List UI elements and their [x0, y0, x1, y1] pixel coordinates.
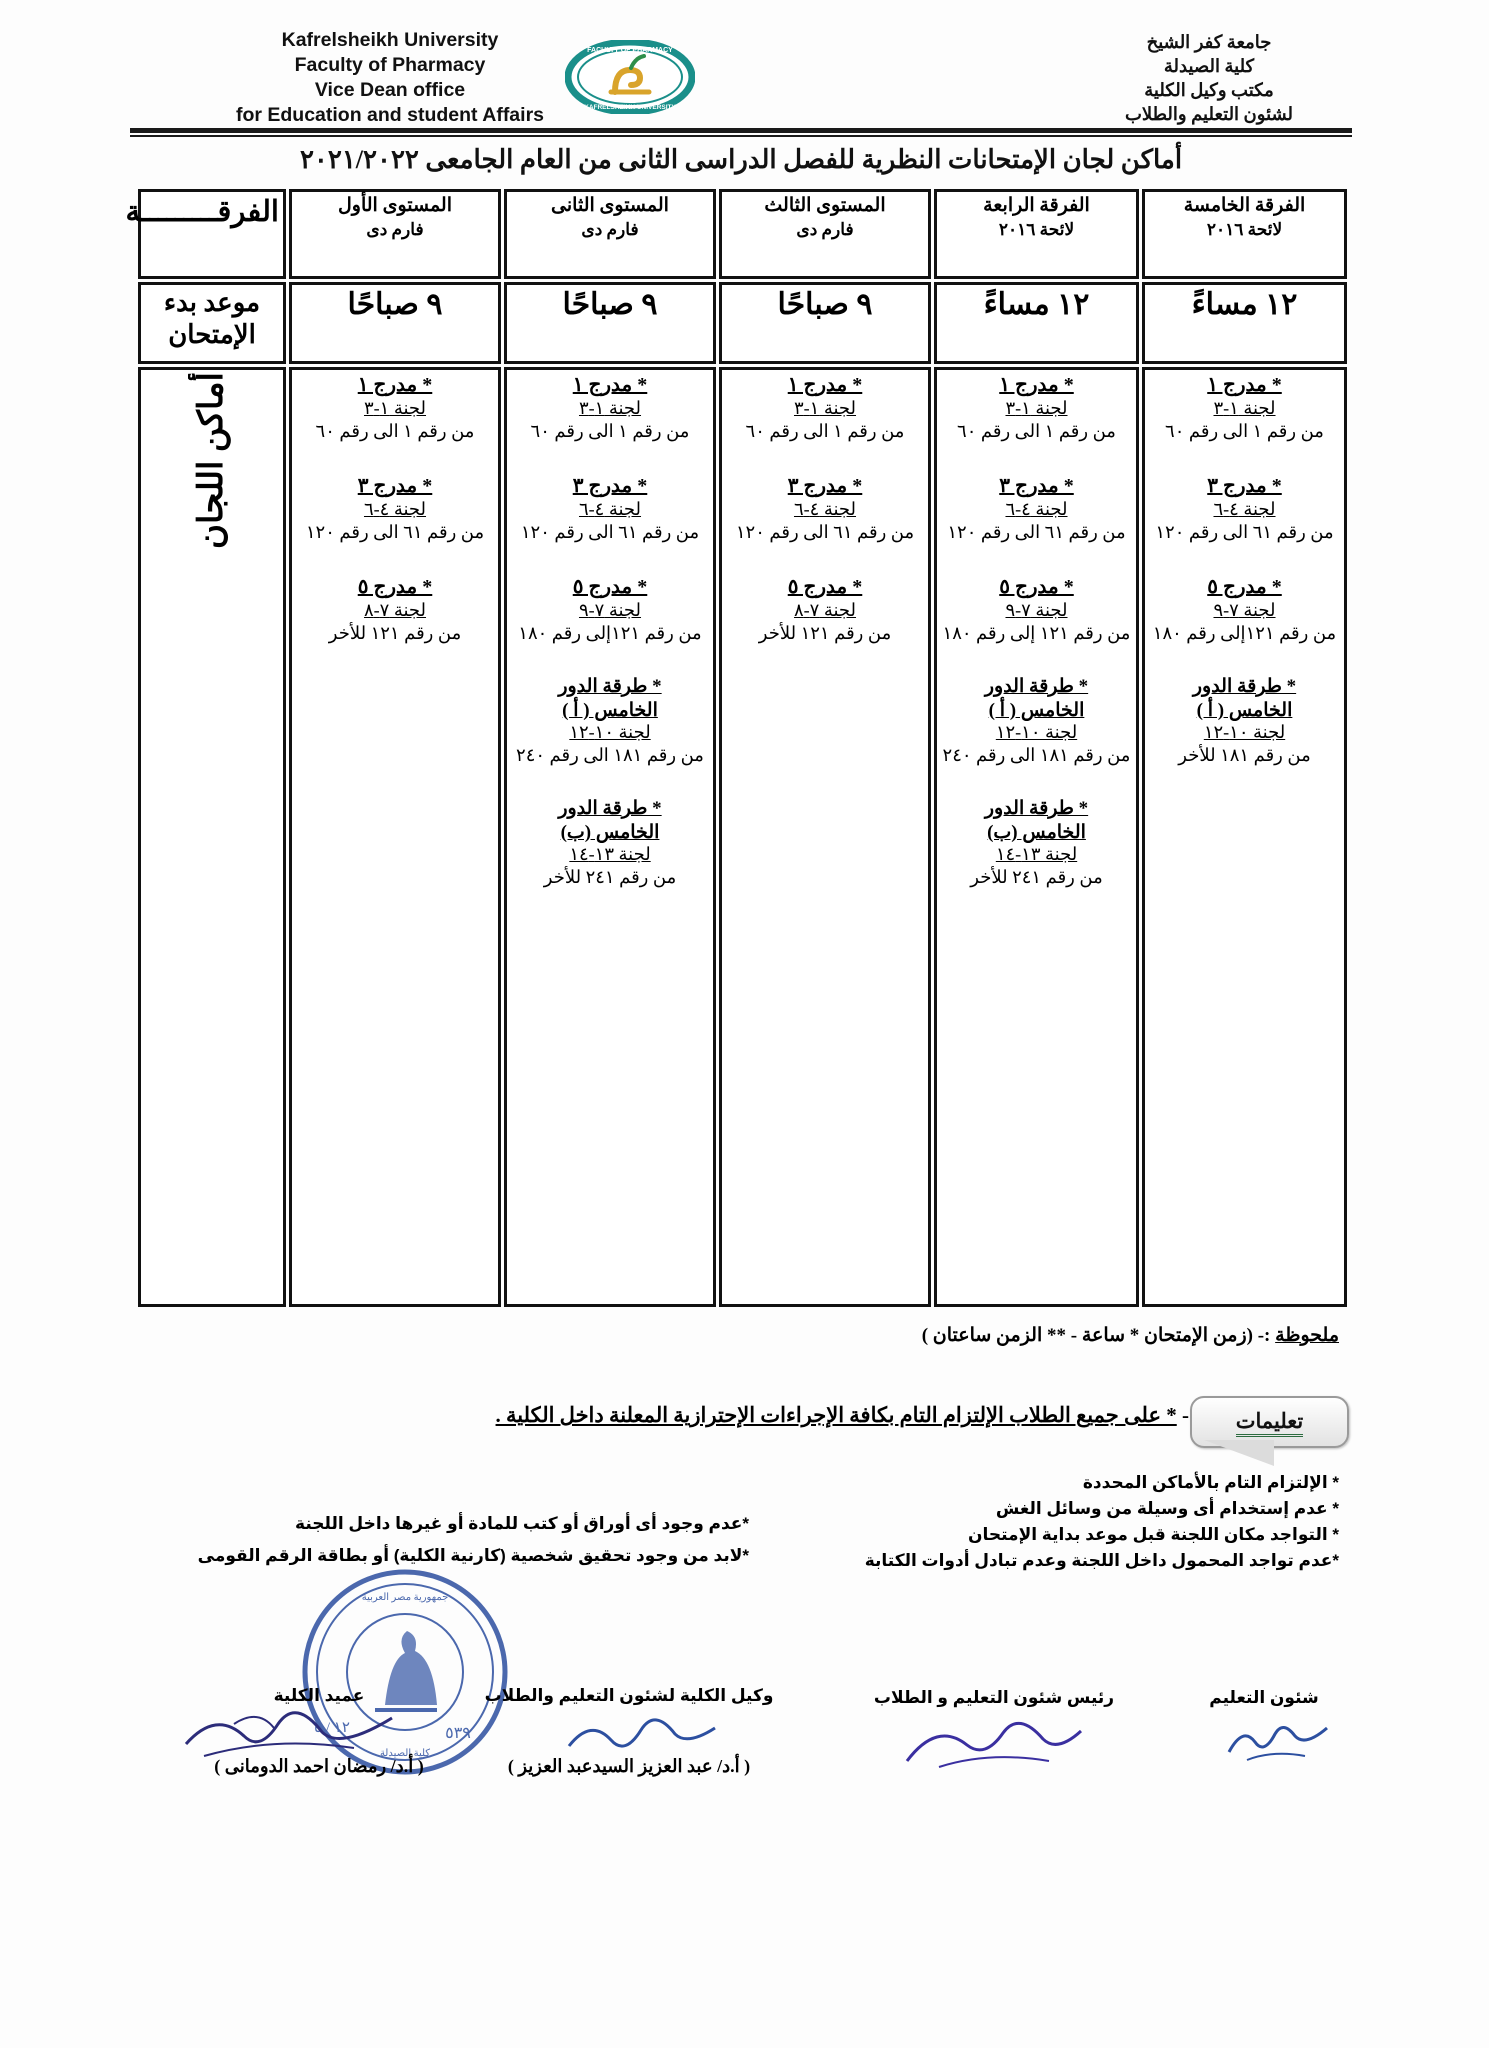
- seat-range: من رقم ١ الى رقم ٦٠: [1165, 421, 1324, 441]
- cell-year4: [934, 367, 1139, 1307]
- seat-range: من رقم ١٢١ للأخر: [758, 623, 892, 643]
- committee-range: لجنة ٧-٩: [1005, 600, 1068, 620]
- table-body-row: [138, 367, 1347, 1307]
- instruction-item: * الإلتزام التام بالأماكن المحددة: [1082, 1473, 1339, 1492]
- signature-mark-head-education-students: [899, 1715, 1089, 1775]
- hall-name: * مدرج ٣: [787, 475, 863, 497]
- hall-block: [941, 574, 1132, 645]
- committee-range: لجنة ٧-٨: [363, 600, 427, 620]
- committee-range: لجنة ١-٣: [1213, 398, 1276, 418]
- hall-block: [296, 372, 494, 443]
- row-label-places: أماكن اللجان: [193, 372, 230, 549]
- svg-text:جمهورية مصر العربية: جمهورية مصر العربية: [361, 1592, 449, 1603]
- hall-name-line2: الخامس ( أ ): [562, 700, 658, 721]
- instructions-main-line: [229, 1400, 1189, 1430]
- signature-mark-dean: [174, 1700, 404, 1770]
- svg-text:١٢ / ٥: ١٢ / ٥: [314, 1720, 350, 1736]
- committee-range: لجنة ٤-٦: [1005, 499, 1068, 519]
- hall-name: * مدرج ٥: [999, 576, 1074, 598]
- hall-block: [1149, 372, 1340, 443]
- instruction-item: *عدم تواجد المحمول داخل اللجنة وعدم تبادل أدوات الكتابة: [864, 1551, 1339, 1570]
- signature-role: عميد الكلية: [273, 1686, 365, 1705]
- hall-block: [941, 473, 1132, 544]
- header-divider-thin: [130, 135, 1352, 137]
- note-label: ملحوظة: [1275, 1325, 1339, 1346]
- committee-range: لجنة ١٣-١٤: [995, 844, 1078, 864]
- header-english-block: [175, 28, 605, 128]
- svg-text:KAFRELSHEIKH UNIVERSITY: KAFRELSHEIKH UNIVERSITY: [584, 104, 676, 111]
- committee-range: لجنة ١٠-١٢: [569, 722, 651, 742]
- committee-range: لجنة ١-٣: [363, 398, 427, 418]
- faculty-of-pharmacy-logo: [565, 40, 695, 114]
- header-english-line-4: for Education and student Affairs: [235, 104, 545, 126]
- table-header-row: [138, 189, 1347, 279]
- header-english-line-3: Vice Dean office: [314, 79, 466, 101]
- hall-name: * مدرج ٣: [999, 475, 1074, 497]
- column-header-year5: [1142, 189, 1347, 279]
- row-label-places-cell: [138, 367, 286, 1307]
- hall-block: [511, 797, 709, 889]
- signature-role: وكيل الكلية لشئون التعليم والطلاب: [484, 1686, 774, 1705]
- hall-name-line2: الخامس (ب): [987, 822, 1086, 843]
- seat-range: من رقم ١٢١ إلى رقم ١٨٠: [942, 623, 1131, 643]
- hall-name: * مدرج ١: [357, 374, 433, 396]
- signature-role: شئون التعليم: [1209, 1688, 1319, 1707]
- column-header-level1-sub: فارم دى: [366, 220, 424, 239]
- column-header-level3-sub: فارم دى: [796, 220, 854, 239]
- hall-block: [511, 473, 709, 544]
- hall-block: [1149, 574, 1340, 645]
- committee-range: لجنة ١٠-١٢: [995, 722, 1078, 742]
- hall-block: [511, 372, 709, 443]
- instruction-item: *عدم وجود أى أوراق أو كتب للمادة أو غيرها داخل اللجنة: [295, 1514, 749, 1533]
- hall-block: [296, 473, 494, 544]
- committee-range: لجنة ١-٣: [1005, 398, 1068, 418]
- hall-name: * طرقة الدور: [558, 798, 662, 819]
- cell-level2: [504, 367, 716, 1307]
- hall-name: * طرقة الدور: [558, 676, 662, 697]
- svg-text:كلية الصيدلة: كلية الصيدلة: [379, 1748, 431, 1759]
- cell-level1: [289, 367, 501, 1307]
- hall-name: * مدرج ١: [999, 374, 1074, 396]
- column-header-level2-main: المستوى الثانى: [551, 195, 669, 216]
- column-header-year4-main: الفرقة الرابعة: [983, 195, 1090, 216]
- hall-name: * مدرج ٥: [572, 576, 648, 598]
- instructions-dash: -: [1182, 1403, 1189, 1427]
- column-header-level3-main: المستوى الثالث: [764, 195, 886, 216]
- time-level3: ٩ صباحًا: [719, 282, 931, 364]
- note-line: [922, 1324, 1339, 1347]
- signature-mark-education-affairs: [1219, 1712, 1339, 1768]
- header-english-line-2: Faculty of Pharmacy: [294, 54, 486, 76]
- instructions-right-list: [719, 1470, 1339, 1574]
- exam-schedule-table-wrapper: [125, 186, 1350, 1310]
- committee-range: لجنة ٧-٩: [578, 600, 642, 620]
- committee-range: لجنة ١-٣: [793, 398, 857, 418]
- hall-block: [726, 473, 924, 544]
- seat-range: من رقم ١٢١ للأخر: [328, 623, 462, 643]
- column-header-level2-sub: فارم دى: [581, 220, 639, 239]
- page-title: أماكن لجان الإمتحانات النظرية للفصل الدراسى الثانى من العام الجامعى ٢٠٢١/٢٠٢٢: [299, 145, 1183, 174]
- seat-range: من رقم ٢٤١ للأخر: [970, 867, 1103, 887]
- hall-name: * مدرج ٣: [357, 475, 433, 497]
- hall-name: * طرقة الدور: [984, 676, 1089, 697]
- seat-range: من رقم ٦١ الى رقم ١٢٠: [947, 522, 1126, 542]
- instructions-main-text: * على جميع الطلاب الإلتزام التام بكافة الإجراءات الإحترازية المعلنة داخل الكلية .: [495, 1403, 1177, 1427]
- time-level2: ٩ صباحًا: [504, 282, 716, 364]
- committee-range: لجنة ١٠-١٢: [1203, 722, 1286, 742]
- hall-name: * مدرج ٥: [357, 576, 433, 598]
- seat-range: من رقم ١ الى رقم ٦٠: [315, 421, 475, 441]
- hall-block: [511, 574, 709, 645]
- header-arabic-line-2: كلية الصيدلة: [1163, 56, 1255, 76]
- hall-name: * مدرج ٣: [1207, 475, 1282, 497]
- seat-range: من رقم ١٢١إلى رقم ١٨٠: [518, 623, 702, 643]
- signature-name: ( أ.د/ عبد العزيز السيدعبد العزيز ): [507, 1756, 751, 1776]
- header-arabic-line-1: جامعة كفر الشيخ: [1146, 32, 1272, 52]
- hall-block: [296, 574, 494, 645]
- header-arabic-line-4: لشئون التعليم والطلاب: [1124, 104, 1294, 124]
- exam-schedule-table: [125, 186, 1350, 1310]
- committee-range: لجنة ٤-٦: [1213, 499, 1276, 519]
- hall-name: * مدرج ٥: [787, 576, 863, 598]
- header-arabic-line-3: مكتب وكيل الكلية: [1144, 80, 1274, 100]
- row-label-group: الفرقـــــــــة: [138, 189, 286, 279]
- seat-range: من رقم ١٨١ الى رقم ٢٤٠: [942, 745, 1131, 765]
- column-header-year5-sub: لائحة ٢٠١٦: [1206, 220, 1283, 239]
- seat-range: من رقم ٦١ الى رقم ١٢٠: [1155, 522, 1334, 542]
- hall-block: [1149, 675, 1340, 767]
- header-divider-thick: [130, 128, 1352, 133]
- committee-range: لجنة ٤-٦: [363, 499, 427, 519]
- column-header-level1: [289, 189, 501, 279]
- hall-name-line2: الخامس ( أ ): [988, 700, 1085, 721]
- hall-name: * مدرج ١: [1207, 374, 1282, 396]
- svg-text:FACULTY OF PHARMACY: FACULTY OF PHARMACY: [587, 47, 673, 54]
- hall-block: [941, 372, 1132, 443]
- seat-range: من رقم ١ الى رقم ٦٠: [957, 421, 1116, 441]
- hall-name: * طرقة الدور: [984, 798, 1089, 819]
- seat-range: من رقم ١٢١إلى رقم ١٨٠: [1152, 623, 1337, 643]
- column-header-year4-sub: لائحة ٢٠١٦: [998, 220, 1075, 239]
- committee-range: لجنة ٤-٦: [578, 499, 642, 519]
- column-header-level3: [719, 189, 931, 279]
- committee-range: لجنة ٤-٦: [793, 499, 857, 519]
- time-level1: ٩ صباحًا: [289, 282, 501, 364]
- instruction-item: * عدم إستخدام أى وسيلة من وسائل الغش: [995, 1499, 1339, 1518]
- hall-block: [511, 675, 709, 767]
- seat-range: من رقم ١ الى رقم ٦٠: [530, 421, 690, 441]
- committee-range: لجنة ٧-٩: [1213, 600, 1276, 620]
- hall-block: [941, 797, 1132, 889]
- signature-role: رئيس شئون التعليم و الطلاب: [873, 1688, 1115, 1707]
- hall-name-line2: الخامس (ب): [560, 822, 660, 843]
- instruction-item: *لابد من وجود تحقيق شخصية (كارنية الكلية) أو بطاقة الرقم القومى: [197, 1546, 749, 1565]
- cell-level3: [719, 367, 931, 1307]
- time-year4: ١٢ مساءً: [934, 282, 1139, 364]
- header-arabic-block: [1039, 30, 1379, 126]
- hall-block: [726, 574, 924, 645]
- hall-name: * مدرج ٣: [572, 475, 648, 497]
- committee-range: لجنة ١٣-١٤: [569, 844, 651, 864]
- header-english-line-1: Kafrelsheikh University: [281, 29, 499, 51]
- seat-range: من رقم ٦١ الى رقم ١٢٠: [735, 522, 915, 542]
- table-time-row: [138, 282, 1347, 364]
- seat-range: من رقم ١٨١ الى رقم ٢٤٠: [516, 745, 704, 765]
- column-header-year5-main: الفرقة الخامسة: [1183, 195, 1306, 216]
- signature-mark-vice-dean: [559, 1712, 729, 1762]
- svg-text:٥٣٩: ٥٣٩: [445, 1725, 471, 1742]
- seat-range: من رقم ١ الى رقم ٦٠: [745, 421, 905, 441]
- hall-name-line2: الخامس ( أ ): [1196, 700, 1293, 721]
- time-year5: ١٢ مساءً: [1142, 282, 1347, 364]
- instruction-item: * التواجد مكان اللجنة قبل موعد بداية الإمتحان: [967, 1525, 1339, 1544]
- hall-block: [726, 372, 924, 443]
- note-text: :- (زمن الإمتحان * ساعة - ** الزمن ساعتان ): [921, 1325, 1271, 1346]
- hall-name: * مدرج ١: [572, 374, 648, 396]
- seat-range: من رقم ٦١ الى رقم ١٢٠: [305, 522, 485, 542]
- committee-range: لجنة ١-٣: [578, 398, 642, 418]
- committee-range: لجنة ٧-٨: [793, 600, 857, 620]
- hall-block: [1149, 473, 1340, 544]
- cell-year5: [1142, 367, 1347, 1307]
- column-header-level2: [504, 189, 716, 279]
- hall-name: * طرقة الدور: [1192, 676, 1297, 697]
- instructions-badge-label: تعليمات: [1236, 1409, 1304, 1437]
- row-label-start-time: موعد بدء الإمتحان: [138, 282, 286, 364]
- seat-range: من رقم ١٨١ للأخر: [1178, 745, 1311, 765]
- seat-range: من رقم ٢٤١ للأخر: [543, 867, 677, 887]
- hall-block: [941, 675, 1132, 767]
- signature-name: ( أ.د/ رمضان احمد الدومانى ): [214, 1756, 424, 1776]
- instructions-badge-tail: [1204, 1440, 1274, 1466]
- hall-name: * مدرج ٥: [1207, 576, 1282, 598]
- hall-name: * مدرج ١: [787, 374, 863, 396]
- column-header-year4: [934, 189, 1139, 279]
- seat-range: من رقم ٦١ الى رقم ١٢٠: [520, 522, 700, 542]
- column-header-level1-main: المستوى الأول: [337, 195, 452, 216]
- document-header: [0, 24, 1489, 129]
